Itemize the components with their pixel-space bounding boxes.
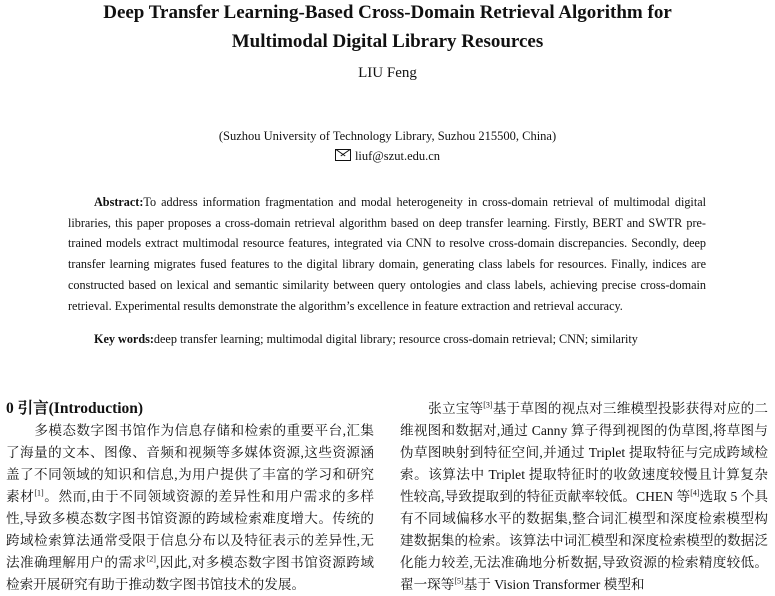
- abstract: [68, 192, 706, 316]
- right-column: [400, 398, 768, 596]
- email-row: [0, 149, 775, 164]
- envelope-icon: [335, 149, 351, 161]
- citation-1[interactable]: [1]: [34, 488, 44, 498]
- paper-title: [0, 0, 775, 56]
- affiliation: (Suzhou University of Technology Library, Suzhou 215500, China): [218, 129, 557, 143]
- right-text-a: 张立宝等: [428, 401, 484, 416]
- intro-text-a: 多模态数字图书馆作为信息存储和检索的重要平台,汇集了海量的文本、图像、音频和视频等多媒体资源,这些资源涵盖了不同领域的知识和信息,为用户提供了丰富的学习和研究素材: [6, 423, 374, 504]
- citation-4[interactable]: [4]: [690, 488, 700, 498]
- right-text-d: 基于 Vision Transformer 模型和: [463, 577, 645, 592]
- email-address[interactable]: liuf@szut.edu.cn: [354, 149, 441, 163]
- keywords-text: deep transfer learning; multimodal digital library; resource cross-domain retrieval; CNN; similarity: [153, 332, 638, 346]
- intro-text-b: 。然而,由于不同领域资源的差异性和用户需求的多样性,导致多模态数字图书馆资源的跨域检索难度增大。传统的跨域检索算法通常受限于信息分布以及特征表示的差异性,无法准确理解用户的需求: [6, 489, 374, 570]
- author-name: LIU Feng: [358, 65, 417, 81]
- keywords-label: Key words:: [94, 332, 154, 346]
- keywords: [94, 332, 714, 347]
- right-text-b: 基于草图的视点对三维模型投影获得对应的二维视图和数据对,通过 Canny 算子得到视图的伪草图,将草图与伪草图映射到特征空间,并通过 Triplet 提取特征与完成跨域检索。该算法中 Triplet 提取特征时的收敛速度较慢且计算复杂性较高,导致提取到的特征贡献率较低。CHEN 等: [400, 401, 769, 504]
- citation-3[interactable]: [3]: [483, 400, 493, 410]
- section-heading: 0 引言(Introduction): [6, 400, 144, 417]
- right-text-c: 选取 5 个具有不同域偏移水平的数据集,整合词汇模型和深度检索模型构建数据集的检索。该算法中词汇模型和深度检索模型的数据泛化能力较差,无法准确地分析数据,导致资源的检索精度较低。翟一琛等: [400, 489, 768, 592]
- abstract-label: Abstract:: [94, 195, 144, 209]
- left-column: [6, 398, 374, 596]
- citation-2[interactable]: [2]: [146, 554, 156, 564]
- title-line-2: Multimodal Digital Library Resources: [231, 31, 544, 52]
- abstract-text: To address information fragmentation and modal heterogeneity in cross-domain retrieval of multimodal digital libraries, this paper proposes a cross-domain retrieval algorithm based on deep transfer learning. Firstly, BERT and SWTR pre-trained models extract multimodal resource features, integrated via CNN to resolve cross-domain discrepancies. Secondly, deep transfer learning migrates fused features to the digital library domain, generating class labels for resources. Finally, indices are constructed based on lexical and semantic similarity between query ontologies and class labels, achieving precise cross-domain retrieval. Experimental results demonstrate the algorithm’s excellence in feature extraction and retrieval accuracy.: [68, 195, 706, 313]
- intro-paragraph: [6, 420, 374, 596]
- title-line-1: Deep Transfer Learning-Based Cross-Domain Retrieval Algorithm for: [103, 2, 672, 23]
- citation-5[interactable]: [5]: [454, 576, 464, 586]
- intro-text-c: ,因此,对多模态数字图书馆资源跨域检索开展研究有助于推动数字图书馆技术的发展。: [6, 555, 375, 592]
- related-work-paragraph: [400, 398, 768, 596]
